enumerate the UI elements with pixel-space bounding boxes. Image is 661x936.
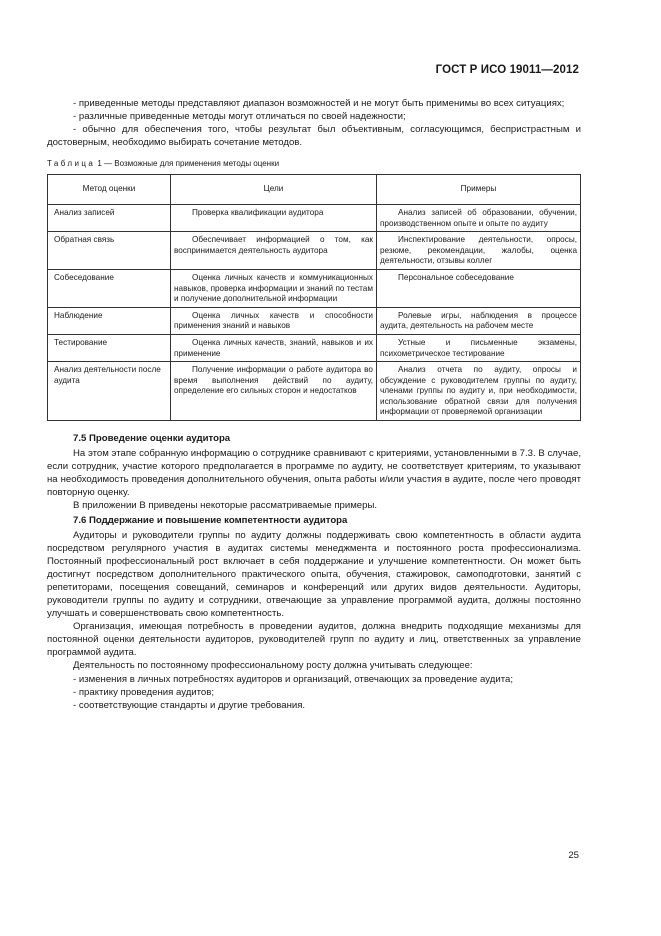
main-content	[47, 97, 581, 712]
column-header: Метод оценки	[48, 175, 171, 205]
goal-cell: Проверка квалификации аудитора	[171, 204, 377, 231]
table-row	[48, 232, 581, 270]
section-paragraph: Аудиторы и руководители группы по аудиту должны поддерживать свою компетентность в области аудита посредством регулярного участия в аудитах системы менеджмента и постоянного роста профессионализма. Постоянный профессиональный рост включает в себя поддержание и улучшение компетентности. Он может быть достигнут посредством дополнительного практического опыта, обучения, стажировок, самоподготовки, занятий с репетиторами, посещения совещаний, семинаров и конференций или других видов деятельности. Аудиторы, руководители группы по аудиту и сотрудники, отвечающие за управление программой аудита, должны постоянно улучшать и совершенствовать свою компетентность.	[47, 529, 581, 620]
method-cell: Тестирование	[48, 334, 171, 361]
goal-cell: Оценка личных качеств и коммуникационных навыков, проверка информации и знаний по тестам и получение дополнительной информации	[171, 269, 377, 307]
section-paragraph: На этом этапе собранную информацию о сотруднике сравнивают с критериями, установленными в 7.3. В случае, если сотрудник, участие которого предполагается в программе по аудиту, не соответствует критериям, то указывают на необходимость проведения дополнительного обучения, опыта работы и/или участия в аудите, после чего проводят повторную оценку.	[47, 448, 581, 499]
intro-item: - обычно для обеспечения того, чтобы результат был объективным, согласующимся, беспристрастным и достоверным, необходимо выбирать сочетание методов.	[47, 124, 581, 149]
method-cell: Обратная связь	[48, 232, 171, 270]
example-cell: Анализ записей об образовании, обучении, производственном опыте и опыте по аудиту	[377, 204, 581, 231]
table-row	[48, 307, 581, 334]
goal-cell: Оценка личных качеств, знаний, навыков и их применение	[171, 334, 377, 361]
intro-item: - приведенные методы представляют диапазон возможностей и не могут быть применимы во всех ситуациях;	[73, 98, 565, 109]
section-paragraph: В приложении В приведены некоторые рассматриваемые примеры.	[73, 500, 378, 512]
list-item: - практику проведения аудитов;	[73, 686, 215, 698]
example-cell: Инспектирование деятельности, опросы, резюме, рекомендации, жалобы, оценка деятельности, отзывы коллег	[377, 232, 581, 270]
section-heading: 7.6 Поддержание и повышение компетентности аудитора	[73, 514, 348, 526]
section-paragraph: Организация, имеющая потребность в проведении аудитов, должна внедрить подходящие механизмы для постоянной оценки деятельности аудиторов, руководителей групп по аудиту и лиц, ответственных за управление программой аудита.	[47, 621, 581, 659]
column-header: Цели	[171, 175, 377, 205]
assessment-methods-table	[47, 174, 581, 421]
section-heading: 7.5 Проведение оценки аудитора	[73, 433, 231, 445]
goal-cell: Получение информации о работе аудитора во время выполнения действий по аудиту, определение его сильных сторон и недостатков	[171, 362, 377, 421]
method-cell: Собеседование	[48, 269, 171, 307]
table-row	[48, 204, 581, 231]
goal-cell: Обеспечивает информацией о том, как воспринимается деятельность аудитора	[171, 232, 377, 270]
list-item: - соответствующие стандарты и другие требования.	[73, 699, 306, 711]
table-row	[48, 362, 581, 421]
table-row	[48, 334, 581, 361]
list-item: - изменения в личных потребностях аудиторов и организаций, отвечающих за проведение аудита;	[73, 673, 513, 685]
table-caption-text: 1 — Возможные для применения методы оценки	[97, 159, 280, 169]
table-row	[48, 269, 581, 307]
goal-cell: Оценка личных качеств и способности применения знаний и навыков	[171, 307, 377, 334]
example-cell: Анализ отчета по аудиту, опросы и обсуждение с руководителем группы по аудиту, членами группы по аудиту и, при необходимости, использование обратной связи для получения информации от проверяемой организации	[377, 362, 581, 421]
document-header: ГОСТ Р ИСО 19011—2012	[435, 64, 579, 76]
method-cell: Наблюдение	[48, 307, 171, 334]
example-cell: Устные и письменные экзамены, психометрическое тестирование	[377, 334, 581, 361]
table-caption	[47, 159, 581, 168]
example-cell: Ролевые игры, наблюдения в процессе аудита, деятельность на рабочем месте	[377, 307, 581, 334]
table-header-row	[48, 175, 581, 205]
page-number: 25	[568, 850, 579, 861]
section-paragraph: Деятельность по постоянному профессиональному росту должна учитывать следующее:	[73, 660, 473, 672]
method-cell: Анализ деятельности после аудита	[48, 362, 171, 421]
intro-item: - различные приведенные методы могут отличаться по своей надежности;	[73, 111, 406, 123]
column-header: Примеры	[377, 175, 581, 205]
method-cell: Анализ записей	[48, 204, 171, 231]
example-cell: Персональное собеседование	[377, 269, 581, 307]
table-caption-prefix: Таблица	[47, 159, 96, 169]
